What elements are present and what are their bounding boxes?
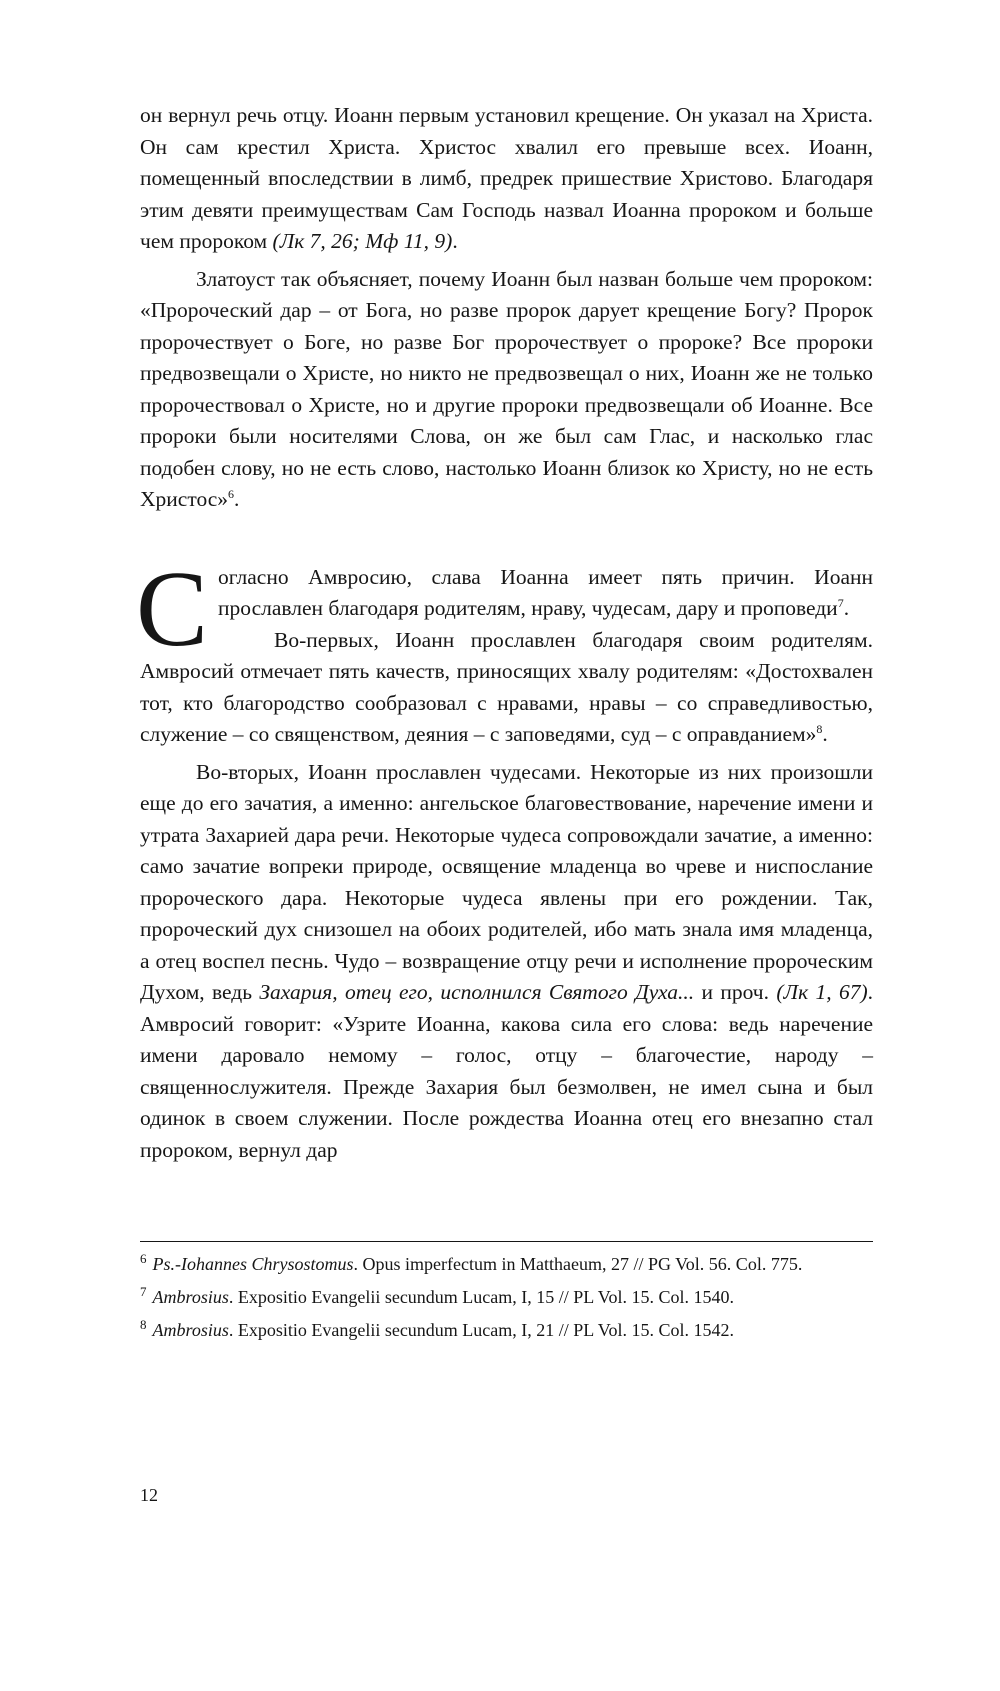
text-run: Во-вторых, Иоанн прославлен чудесами. Некоторые из них произошли еще до его зачатия, а именно: ангельское благовествование, наречение имени и утрата Захарией дара речи. Некоторые чудеса сопровождали зачатие, а именно: само зачатие вопреки природе, освящение младенца во чреве и ниспослание пророческого дара. Некоторые чудеса явлены при его рождении. Так, пророческий дух снизошел на обоих родителей, ибо мать знала имя младенца, а отец воспел песнь. Чудо – возвращение отцу речи и исполнение пророческим Духом, ведь (140, 759, 873, 1004)
footnote-number: 8 (140, 1317, 147, 1332)
footnote-number: 6 (140, 1251, 147, 1266)
text-run: . Expositio Evangelii secundum Lucam, I, 15 // PL Vol. 15. Col. 1540. (228, 1287, 734, 1307)
text-run: огласно Амвросию, слава Иоанна имеет пять причин. Иоанн прославлен благодаря родителям, нраву, чудесам, дару и проповеди (218, 564, 873, 620)
text-run: Во-первых, Иоанн прославлен благодаря своим родителям. Амвросий отмечает пять качеств, приносящих хвалу родителям: «Достохвален тот, кто благородство сообразовал с нравами, нравы – со справедливостью, служение – со священством, деяния – с заповедями, суд – с оправданием» (140, 627, 873, 746)
text-run: . (452, 229, 458, 253)
text-run: . (843, 596, 850, 620)
footnote-ref: 8 (816, 721, 823, 736)
text-run: . Expositio Evangelii secundum Lucam, I, 21 // PL Vol. 15. Col. 1542. (228, 1320, 734, 1340)
paragraph-5 (140, 757, 873, 1167)
italic-text: (Лк 7, 26; Мф 11, 9) (272, 229, 453, 253)
footnote-8 (140, 1318, 873, 1342)
italic-text: Ps.-Iohannes Chrysostomus (152, 1254, 354, 1274)
text-run: . (822, 722, 828, 746)
text-run: Златоуст так объясняет, почему Иоанн был назван больше чем пророком: «Пророческий дар – от Бога, но разве пророк дарует крещение Богу? Пророк пророчествует о Боге, но разве Бог пророчествует о пророке? Все пророки предвозвещали о Христе, но никто не предвозвещал о них, Иоанн же не только пророчествовал о Христе, но и другие пророки предвозвещали об Иоанне. Все пророки были носителями Слова, он же был сам Глас, и насколько глас подобен слову, но не есть слово, настолько Иоанн близок ко Христу, но не есть Христос» (140, 266, 873, 511)
page-number: 12 (140, 1485, 158, 1505)
footnote-ref: 6 (228, 486, 235, 501)
italic-text: Захария, отец его, исполнился Святого Духа... (259, 980, 695, 1004)
footnote-divider (140, 1241, 873, 1242)
italic-text: Ambrosius (152, 1287, 229, 1307)
footnotes (140, 1252, 873, 1351)
footnote-ref: 7 (837, 595, 844, 610)
italic-text: (Лк 1, 67) (776, 980, 868, 1004)
footnote-6 (140, 1252, 873, 1276)
section-ambrose (136, 549, 873, 1167)
paragraph-4 (140, 625, 873, 751)
paragraph-3 (140, 562, 873, 625)
text-run: он вернул речь отцу. Иоанн первым установил крещение. Он указал на Христа. Он сам крестил Христа. Христос хвалил его превыше всех. Иоанн, помещенный впоследствии в лимб, предрек пришествие Христово. Благодаря этим девяти преимуществам Сам Господь назвал Иоанна пророком и больше чем пророком (140, 103, 873, 253)
text-run: и проч. (694, 980, 777, 1004)
footnote-7 (140, 1285, 873, 1309)
italic-text: Ambrosius (152, 1320, 229, 1340)
text-run: . Opus imperfectum in Matthaeum, 27 // PG Vol. 56. Col. 775. (353, 1254, 803, 1274)
paragraph-1 (140, 100, 873, 258)
drop-cap: С (136, 549, 209, 669)
paragraph-2 (140, 264, 873, 516)
main-text (136, 100, 873, 1166)
text-run: . (234, 487, 240, 511)
text-run: . Амвросий говорит: «Узрите Иоанна, какова сила его слова: ведь наречение имени даровало немому – голос, отцу – благочестие, народу – священнослужителя. Прежде Захария был безмолвен, не имел сына и был одинок в своем служении. После рождества Иоанна отец его внезапно стал пророком, вернул дар (140, 980, 873, 1162)
footnote-number: 7 (140, 1284, 147, 1299)
